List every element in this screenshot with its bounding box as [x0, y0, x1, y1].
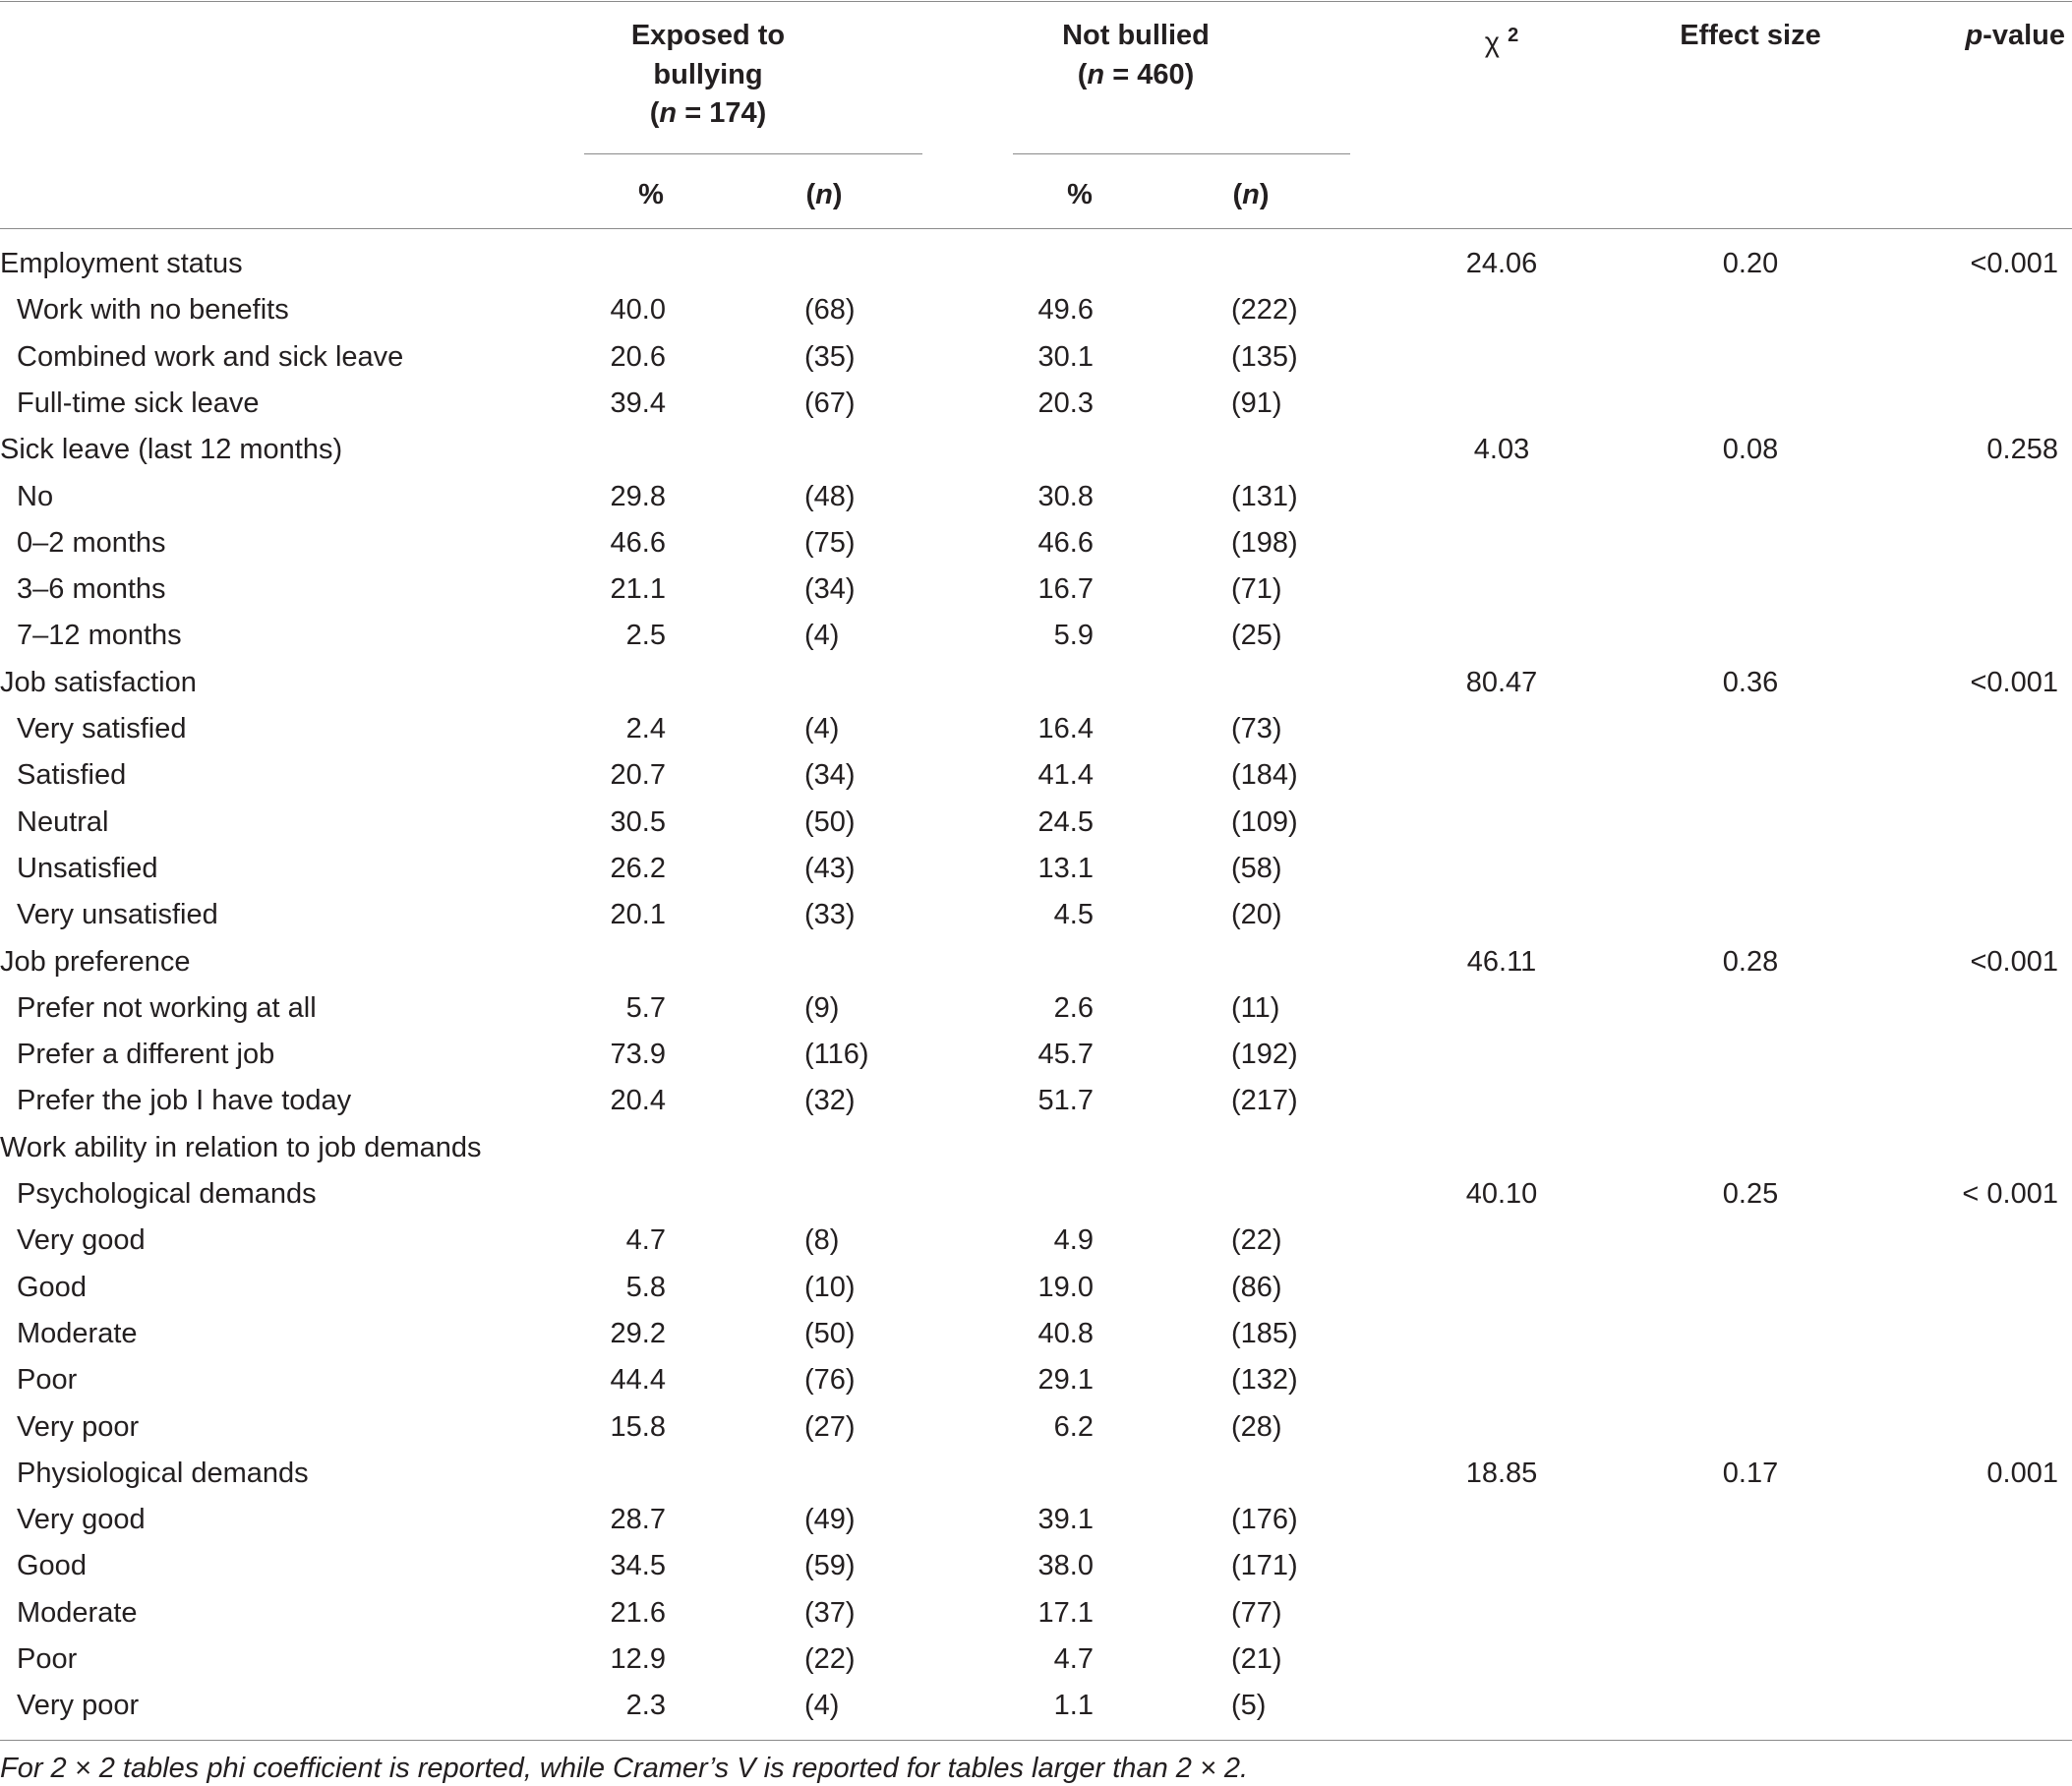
cell-nb-pct: 29.1: [1037, 1364, 1094, 1397]
cell-nb-n: (222): [1231, 294, 1298, 327]
table-row: [0, 1176, 2072, 1222]
cell-e-n: (76): [804, 1364, 856, 1397]
cell-e-n: (75): [804, 526, 856, 559]
cell-nb-n: (11): [1231, 991, 1280, 1024]
row-label: Neutral: [17, 805, 109, 838]
table-row: [0, 1502, 2072, 1548]
cell-nb-n: (132): [1231, 1364, 1298, 1397]
cell-nb-n: (192): [1231, 1039, 1298, 1071]
cell-p: <0.001: [1970, 248, 2058, 279]
cell-chi2: 40.10: [1465, 1178, 1538, 1210]
header-notbullied-n-col: (n): [1232, 179, 1270, 210]
cell-nb-pct: 17.1: [1037, 1596, 1094, 1629]
cell-nb-pct: 40.8: [1037, 1317, 1094, 1349]
table-row: [0, 1595, 2072, 1641]
table-row-category: [0, 1130, 2072, 1176]
cell-e-n: (32): [804, 1085, 856, 1117]
cell-nb-pct: 5.9: [1053, 620, 1094, 652]
table-row: [0, 339, 2072, 386]
cell-e-pct: 30.5: [610, 805, 666, 838]
row-label: Psychological demands: [17, 1178, 317, 1210]
row-label: 0–2 months: [17, 526, 166, 559]
cell-nb-pct: 4.9: [1053, 1224, 1094, 1257]
table-row: [0, 1270, 2072, 1316]
row-label: Very poor: [17, 1690, 140, 1722]
cell-nb-n: (184): [1231, 759, 1298, 792]
table-row: [0, 1362, 2072, 1408]
row-label: Satisfied: [17, 759, 127, 792]
exposed-group-rule: [584, 153, 922, 154]
cell-e-n: (68): [804, 294, 856, 327]
cell-e-n: (22): [804, 1643, 856, 1675]
cell-nb-n: (22): [1231, 1224, 1282, 1257]
header-exposed-pct: %: [638, 179, 664, 210]
cell-nb-pct: 49.6: [1037, 294, 1094, 327]
cell-nb-n: (109): [1231, 805, 1298, 838]
row-label: 3–6 months: [17, 573, 166, 606]
cell-e-n: (37): [804, 1596, 856, 1629]
cell-e-pct: 20.4: [610, 1085, 666, 1117]
cell-nb-n: (77): [1231, 1596, 1282, 1629]
header-chi2: χ $^2$: [1484, 25, 1519, 59]
cell-e-pct: 5.8: [625, 1271, 666, 1303]
cell-e-pct: 12.9: [610, 1643, 666, 1675]
table-row-category: [0, 944, 2072, 990]
cell-nb-n: (21): [1231, 1643, 1282, 1675]
row-label: Poor: [17, 1643, 78, 1675]
row-label: Very satisfied: [17, 713, 187, 744]
cell-e-n: (49): [804, 1504, 856, 1536]
cell-nb-pct: 1.1: [1053, 1690, 1094, 1722]
cell-nb-pct: 41.4: [1037, 759, 1094, 792]
cell-p: 0.258: [1986, 434, 2058, 466]
header-notbullied-pct: %: [1067, 179, 1093, 210]
header-exposed-n: (n = 174): [649, 97, 767, 129]
header-bottom-rule: [0, 228, 2072, 229]
cell-p: < 0.001: [1962, 1178, 2058, 1210]
table-row: [0, 479, 2072, 525]
cell-nb-pct: 16.4: [1037, 713, 1094, 744]
cell-e-n: (4): [804, 1690, 840, 1722]
table-row: [0, 1688, 2072, 1734]
cell-nb-n: (25): [1231, 620, 1282, 652]
cell-e-n: (67): [804, 387, 856, 419]
cell-e-pct: 2.4: [625, 713, 666, 744]
top-rule: [0, 1, 2072, 2]
cell-nb-pct: 19.0: [1037, 1271, 1094, 1303]
cell-e-pct: 2.3: [625, 1690, 666, 1722]
cell-nb-n: (185): [1231, 1317, 1298, 1349]
row-label: Prefer not working at all: [17, 991, 317, 1024]
cell-e-pct: 20.7: [610, 759, 666, 792]
cell-nb-pct: 20.3: [1037, 387, 1094, 419]
cell-e-n: (116): [804, 1039, 869, 1071]
row-label: Good: [17, 1271, 87, 1303]
table-row: [0, 1083, 2072, 1129]
cell-nb-n: (217): [1231, 1085, 1298, 1117]
row-label: Combined work and sick leave: [17, 340, 404, 373]
cell-nb-n: (91): [1231, 387, 1282, 419]
row-label: Job preference: [0, 945, 191, 978]
table-row-category: [0, 246, 2072, 292]
cell-nb-n: (131): [1231, 480, 1298, 512]
table-row: [0, 897, 2072, 943]
cell-e-n: (48): [804, 480, 856, 512]
notbullied-group-rule: [1013, 153, 1350, 154]
cell-effect: 0.36: [1722, 666, 1779, 698]
cell-p: <0.001: [1970, 666, 2058, 698]
cell-nb-n: (20): [1231, 899, 1282, 931]
table-row: [0, 804, 2072, 851]
header-notbullied-line1: Not bullied: [1062, 20, 1210, 51]
cell-e-n: (10): [804, 1271, 856, 1303]
cell-effect: 0.25: [1722, 1178, 1779, 1210]
row-label: Very good: [17, 1224, 146, 1257]
row-label: Employment status: [0, 248, 243, 279]
cell-nb-pct: 6.2: [1053, 1410, 1094, 1443]
cell-nb-pct: 2.6: [1053, 991, 1094, 1024]
table-row: [0, 1641, 2072, 1688]
cell-nb-pct: 51.7: [1037, 1085, 1094, 1117]
cell-e-pct: 20.6: [610, 340, 666, 373]
table-row-category: [0, 665, 2072, 711]
row-label: Good: [17, 1550, 87, 1582]
row-label: Physiological demands: [17, 1457, 309, 1489]
cell-nb-n: (73): [1231, 713, 1282, 744]
cell-nb-n: (135): [1231, 340, 1298, 373]
cell-nb-pct: 45.7: [1037, 1039, 1094, 1071]
cell-e-n: (9): [804, 991, 840, 1024]
cell-e-n: (27): [804, 1410, 856, 1443]
cell-e-n: (34): [804, 573, 856, 606]
table-row: [0, 1409, 2072, 1456]
header-notbullied-n: (n = 460): [1077, 59, 1195, 90]
row-label: Prefer a different job: [17, 1039, 275, 1071]
row-label: Sick leave (last 12 months): [0, 434, 343, 466]
cell-e-pct: 21.6: [610, 1596, 666, 1629]
table-row: [0, 1548, 2072, 1594]
table-row-category: [0, 432, 2072, 478]
cell-chi2: 24.06: [1465, 248, 1538, 279]
cell-chi2: 18.85: [1465, 1457, 1538, 1489]
cell-e-pct: 29.2: [610, 1317, 666, 1349]
cell-nb-pct: 39.1: [1037, 1504, 1094, 1536]
header-exposed-line1: Exposed to: [630, 20, 786, 51]
table-row: [0, 292, 2072, 338]
cell-e-pct: 15.8: [610, 1410, 666, 1443]
header-exposed-line2: bullying: [653, 59, 763, 90]
cell-nb-pct: 24.5: [1037, 805, 1094, 838]
table-row: [0, 757, 2072, 804]
cell-nb-n: (5): [1231, 1690, 1267, 1722]
cell-e-n: (43): [804, 852, 856, 884]
cell-e-pct: 44.4: [610, 1364, 666, 1397]
cell-e-pct: 28.7: [610, 1504, 666, 1536]
cell-effect: 0.28: [1722, 945, 1779, 978]
cell-e-pct: 20.1: [610, 899, 666, 931]
row-label: Very good: [17, 1504, 146, 1536]
footnote: For 2 × 2 tables phi coefficient is reported, while Cramer’s V is reported for tables larger than 2 × 2.: [0, 1753, 1249, 1784]
cell-nb-pct: 16.7: [1037, 573, 1094, 606]
cell-e-n: (34): [804, 759, 856, 792]
cell-e-n: (4): [804, 713, 840, 744]
cell-e-n: (50): [804, 805, 856, 838]
cell-nb-n: (71): [1231, 573, 1282, 606]
cell-nb-pct: 46.6: [1037, 526, 1094, 559]
table-row: [0, 618, 2072, 664]
cell-e-n: (35): [804, 340, 856, 373]
cell-nb-pct: 4.7: [1053, 1643, 1094, 1675]
cell-nb-n: (86): [1231, 1271, 1282, 1303]
row-label: Work ability in relation to job demands: [0, 1131, 482, 1163]
cell-chi2: 46.11: [1466, 945, 1537, 978]
cell-nb-n: (176): [1231, 1504, 1298, 1536]
table-row: [0, 525, 2072, 571]
cell-e-pct: 40.0: [610, 294, 666, 327]
cell-e-pct: 46.6: [610, 526, 666, 559]
header-pvalue: p-value: [1965, 20, 2065, 51]
row-label: Moderate: [17, 1596, 138, 1629]
cell-e-pct: 5.7: [625, 991, 666, 1024]
table-bottom-rule: [0, 1740, 2072, 1741]
row-label: Poor: [17, 1364, 78, 1397]
cell-nb-pct: 30.1: [1037, 340, 1094, 373]
cell-e-pct: 2.5: [625, 620, 666, 652]
cell-e-pct: 34.5: [610, 1550, 666, 1582]
cell-effect: 0.17: [1722, 1457, 1779, 1489]
cell-p: 0.001: [1986, 1457, 2058, 1489]
cell-effect: 0.08: [1722, 434, 1779, 466]
cell-nb-n: (28): [1231, 1410, 1282, 1443]
row-label: 7–12 months: [17, 620, 182, 652]
header-effect-size: Effect size: [1680, 20, 1821, 51]
cell-e-n: (50): [804, 1317, 856, 1349]
header-exposed-n-col: (n): [805, 179, 843, 210]
row-label: Prefer the job I have today: [17, 1085, 352, 1117]
cell-e-pct: 26.2: [610, 852, 666, 884]
cell-e-n: (8): [804, 1224, 840, 1257]
table-row: [0, 386, 2072, 432]
row-label: Full-time sick leave: [17, 387, 260, 419]
cell-nb-n: (171): [1231, 1550, 1298, 1582]
cell-nb-n: (58): [1231, 852, 1282, 884]
cell-nb-pct: 4.5: [1053, 899, 1094, 931]
cell-e-pct: 39.4: [610, 387, 666, 419]
cell-e-pct: 73.9: [610, 1039, 666, 1071]
table-row: [0, 1037, 2072, 1083]
cell-e-n: (4): [804, 620, 840, 652]
table-row: [0, 711, 2072, 757]
table-row: [0, 571, 2072, 618]
cell-e-n: (33): [804, 899, 856, 931]
cell-nb-pct: 38.0: [1037, 1550, 1094, 1582]
cell-e-pct: 29.8: [610, 480, 666, 512]
table-row: [0, 1316, 2072, 1362]
row-label: Very unsatisfied: [17, 899, 218, 931]
cell-nb-pct: 13.1: [1037, 852, 1094, 884]
table-row: [0, 1222, 2072, 1269]
table-row: [0, 1456, 2072, 1502]
cell-e-pct: 4.7: [625, 1224, 666, 1257]
cell-p: <0.001: [1970, 945, 2058, 978]
table-row: [0, 990, 2072, 1037]
row-label: Job satisfaction: [0, 666, 197, 698]
cell-nb-n: (198): [1231, 526, 1298, 559]
cell-e-pct: 21.1: [610, 573, 666, 606]
row-label: No: [17, 480, 54, 512]
cell-effect: 0.20: [1722, 248, 1779, 279]
row-label: Work with no benefits: [17, 294, 289, 327]
cell-e-n: (59): [804, 1550, 856, 1582]
cell-chi2: 4.03: [1473, 434, 1530, 466]
cell-chi2: 80.47: [1465, 666, 1538, 698]
table-row: [0, 851, 2072, 897]
row-label: Unsatisfied: [17, 852, 158, 884]
cell-nb-pct: 30.8: [1037, 480, 1094, 512]
row-label: Very poor: [17, 1410, 140, 1443]
row-label: Moderate: [17, 1317, 138, 1349]
